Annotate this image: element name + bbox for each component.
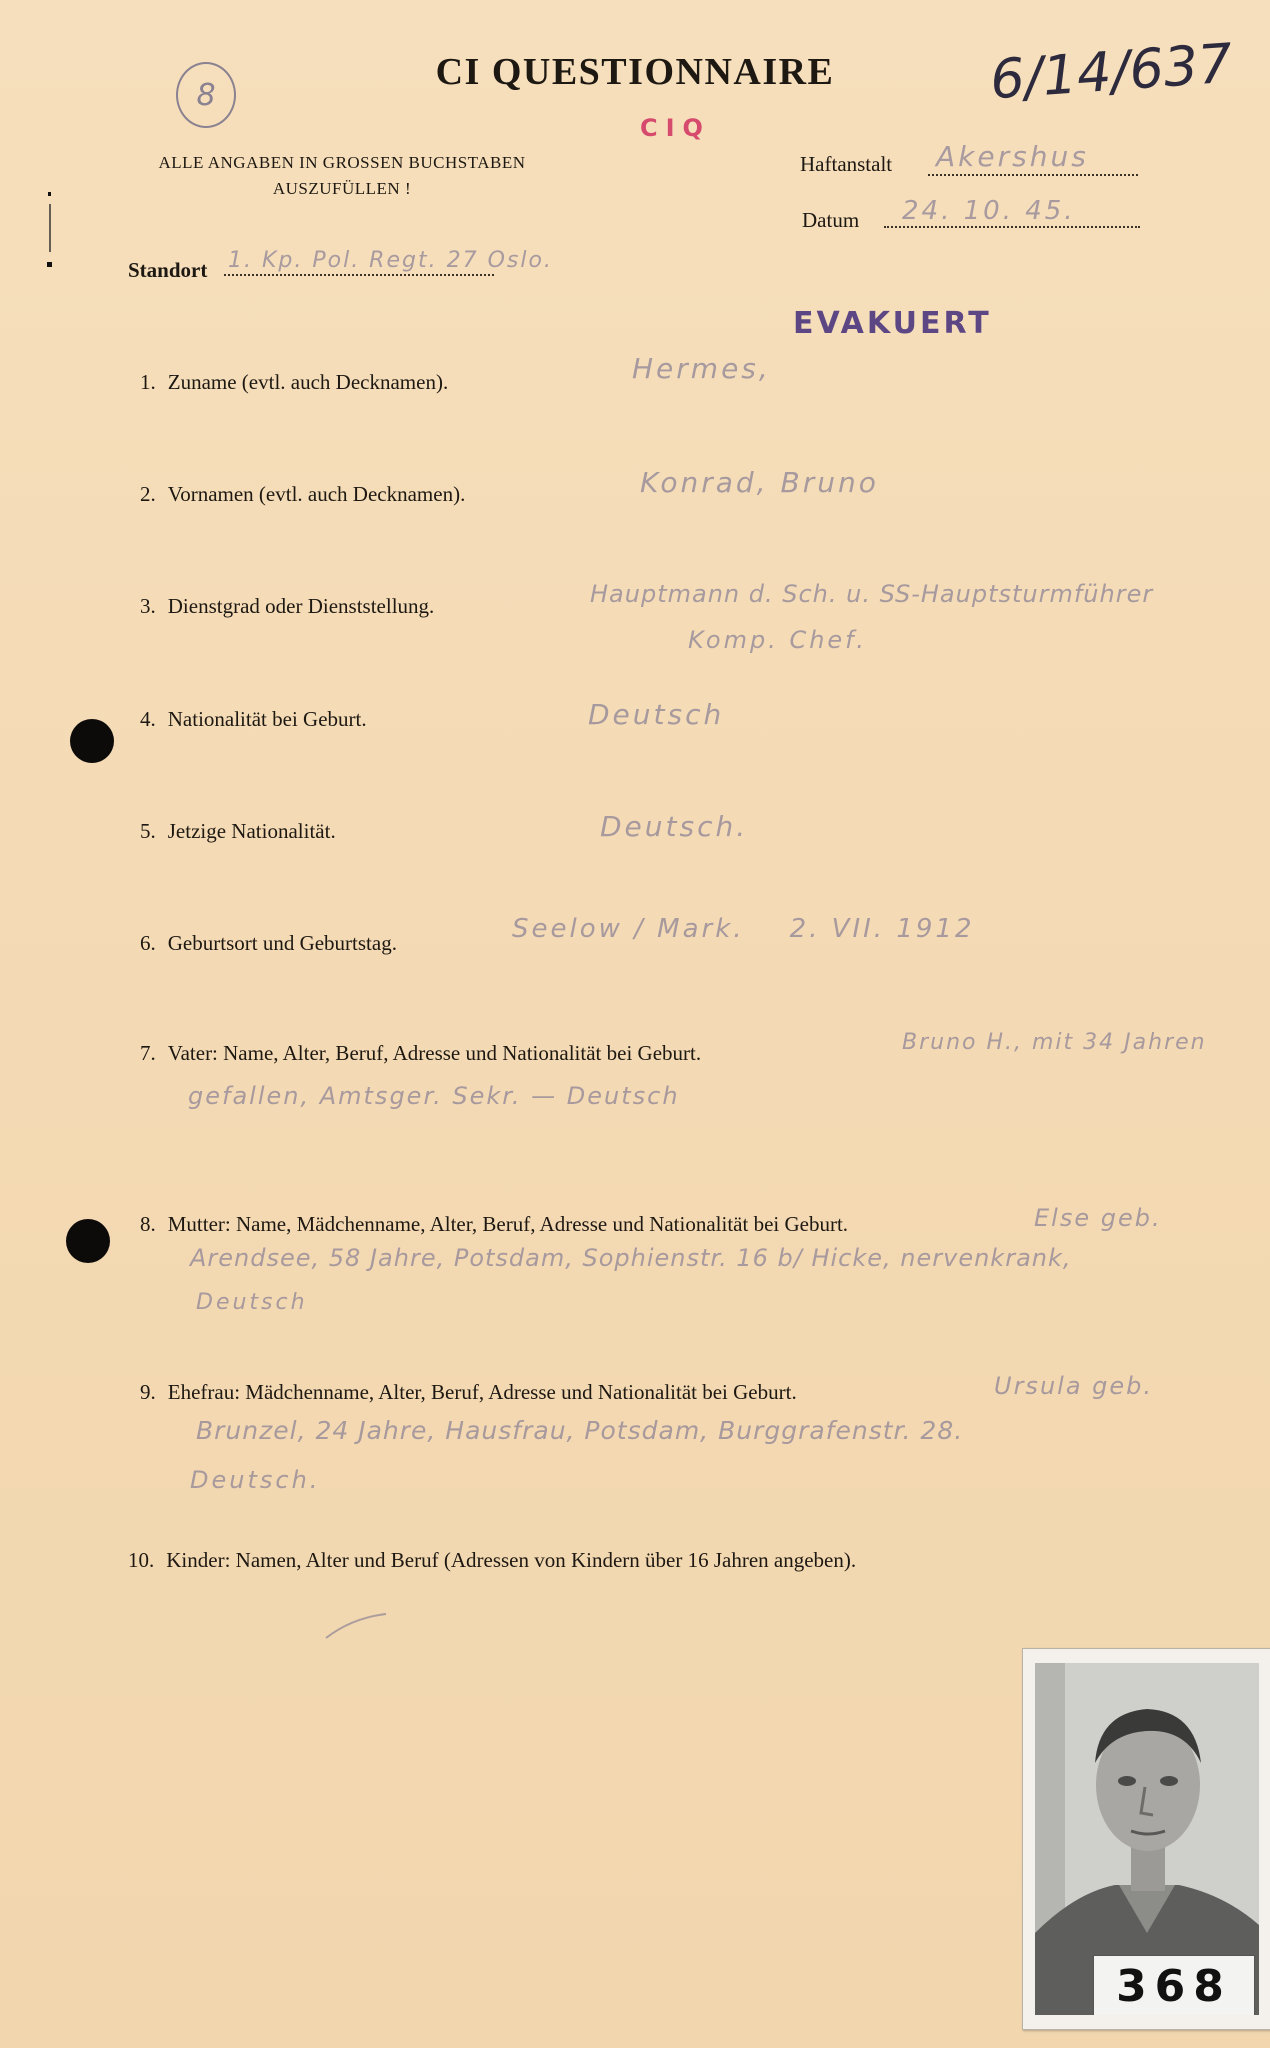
question-3 — [140, 594, 434, 619]
pen-stroke-icon — [322, 1606, 392, 1642]
answer-9-line-2: Brunzel, 24 Jahre, Hausfrau, Potsdam, Burggrafenstr. 28. — [196, 1416, 964, 1445]
datum-value: 24. 10. 45. — [902, 196, 1076, 226]
portrait-photo — [1035, 1663, 1259, 2015]
instruction-line-2: AUSZUFÜLLEN ! — [272, 179, 412, 198]
question-label: Jetzige Nationalität. — [167, 819, 336, 843]
question-label: Nationalität bei Geburt. — [167, 707, 367, 731]
question-7 — [140, 1041, 701, 1066]
haftanstalt-label: Haftanstalt — [800, 152, 893, 176]
answer-9-line-1: Ursula geb. — [994, 1372, 1154, 1400]
question-number: 4. — [140, 707, 156, 731]
instructions — [112, 153, 572, 199]
portrait-photo-frame — [1022, 1648, 1270, 2030]
question-number: 9. — [140, 1380, 156, 1404]
datum-label: Datum — [802, 208, 860, 232]
question-9 — [140, 1380, 797, 1405]
question-number: 2. — [140, 482, 156, 506]
answer-1-line-1: Hermes, — [632, 352, 771, 385]
standort-label: Standort — [128, 258, 208, 282]
question-6 — [140, 931, 397, 956]
binding-mark-icon — [47, 192, 53, 272]
answer-6-line-1: Seelow / Mark. 2. VII. 1912 — [512, 914, 975, 944]
answer-4-line-1: Deutsch — [588, 698, 725, 731]
haftanstalt-line — [928, 174, 1138, 176]
question-2 — [140, 482, 465, 507]
ciq-stamp: CIQ — [640, 114, 711, 142]
answer-8-line-2: Arendsee, 58 Jahre, Potsdam, Sophienstr. 16 b/ Hicke, nervenkrank, — [190, 1244, 1072, 1272]
question-5 — [140, 819, 336, 844]
answer-8-line-1: Else geb. — [1034, 1204, 1162, 1232]
answer-3-line-2: Komp. Chef. — [688, 626, 867, 654]
standort-line — [224, 274, 494, 276]
question-label: Vater: Name, Alter, Beruf, Adresse und Nationalität bei Geburt. — [167, 1041, 702, 1065]
question-label: Dienstgrad oder Dienststellung. — [167, 594, 435, 618]
haftanstalt-value: Akershus — [936, 140, 1089, 173]
instruction-line-1: ALLE ANGABEN IN GROSSEN BUCHSTABEN — [158, 153, 526, 172]
question-number: 3. — [140, 594, 156, 618]
standort-value: 1. Kp. Pol. Regt. 27 Oslo. — [228, 248, 553, 273]
question-label: Zuname (evtl. auch Decknamen). — [167, 370, 449, 394]
question-label: Geburtsort und Geburtstag. — [167, 931, 397, 955]
datum-line — [884, 226, 1140, 228]
question-4 — [140, 707, 367, 732]
answer-2-line-1: Konrad, Bruno — [640, 466, 879, 499]
question-number: 5. — [140, 819, 156, 843]
question-8 — [140, 1212, 848, 1237]
question-label: Kinder: Namen, Alter und Beruf (Adressen von Kindern über 16 Jahren angeben). — [166, 1548, 857, 1572]
question-number: 10. — [128, 1548, 155, 1572]
question-1 — [140, 370, 448, 395]
prisoner-number-placard: 368 — [1093, 1955, 1255, 2015]
page-title: CI QUESTIONNAIRE — [435, 51, 835, 93]
question-label: Mutter: Name, Mädchenname, Alter, Beruf, Adresse und Nationalität bei Geburt. — [167, 1212, 849, 1236]
circled-number: 8 — [176, 62, 236, 128]
answer-8-line-3: Deutsch — [196, 1290, 308, 1315]
question-number: 6. — [140, 931, 156, 955]
punch-hole-icon — [70, 719, 114, 763]
question-10 — [128, 1548, 856, 1573]
answer-5-line-1: Deutsch. — [600, 810, 749, 843]
file-number: 6/14/637 — [988, 31, 1235, 112]
question-number: 7. — [140, 1041, 156, 1065]
punch-hole-icon — [66, 1219, 110, 1263]
question-number: 1. — [140, 370, 156, 394]
question-number: 8. — [140, 1212, 156, 1236]
question-label: Vornamen (evtl. auch Decknamen). — [167, 482, 466, 506]
question-label: Ehefrau: Mädchenname, Alter, Beruf, Adresse und Nationalität bei Geburt. — [167, 1380, 797, 1404]
answer-7-line-1: Bruno H., mit 34 Jahren — [902, 1030, 1207, 1055]
evakuert-stamp: EVAKUERT — [793, 306, 992, 341]
answer-3-line-1: Hauptmann d. Sch. u. SS-Hauptsturmführer — [590, 580, 1154, 608]
answer-7-line-2: gefallen, Amtsger. Sekr. — Deutsch — [188, 1082, 680, 1110]
answer-9-line-3: Deutsch. — [190, 1466, 321, 1494]
